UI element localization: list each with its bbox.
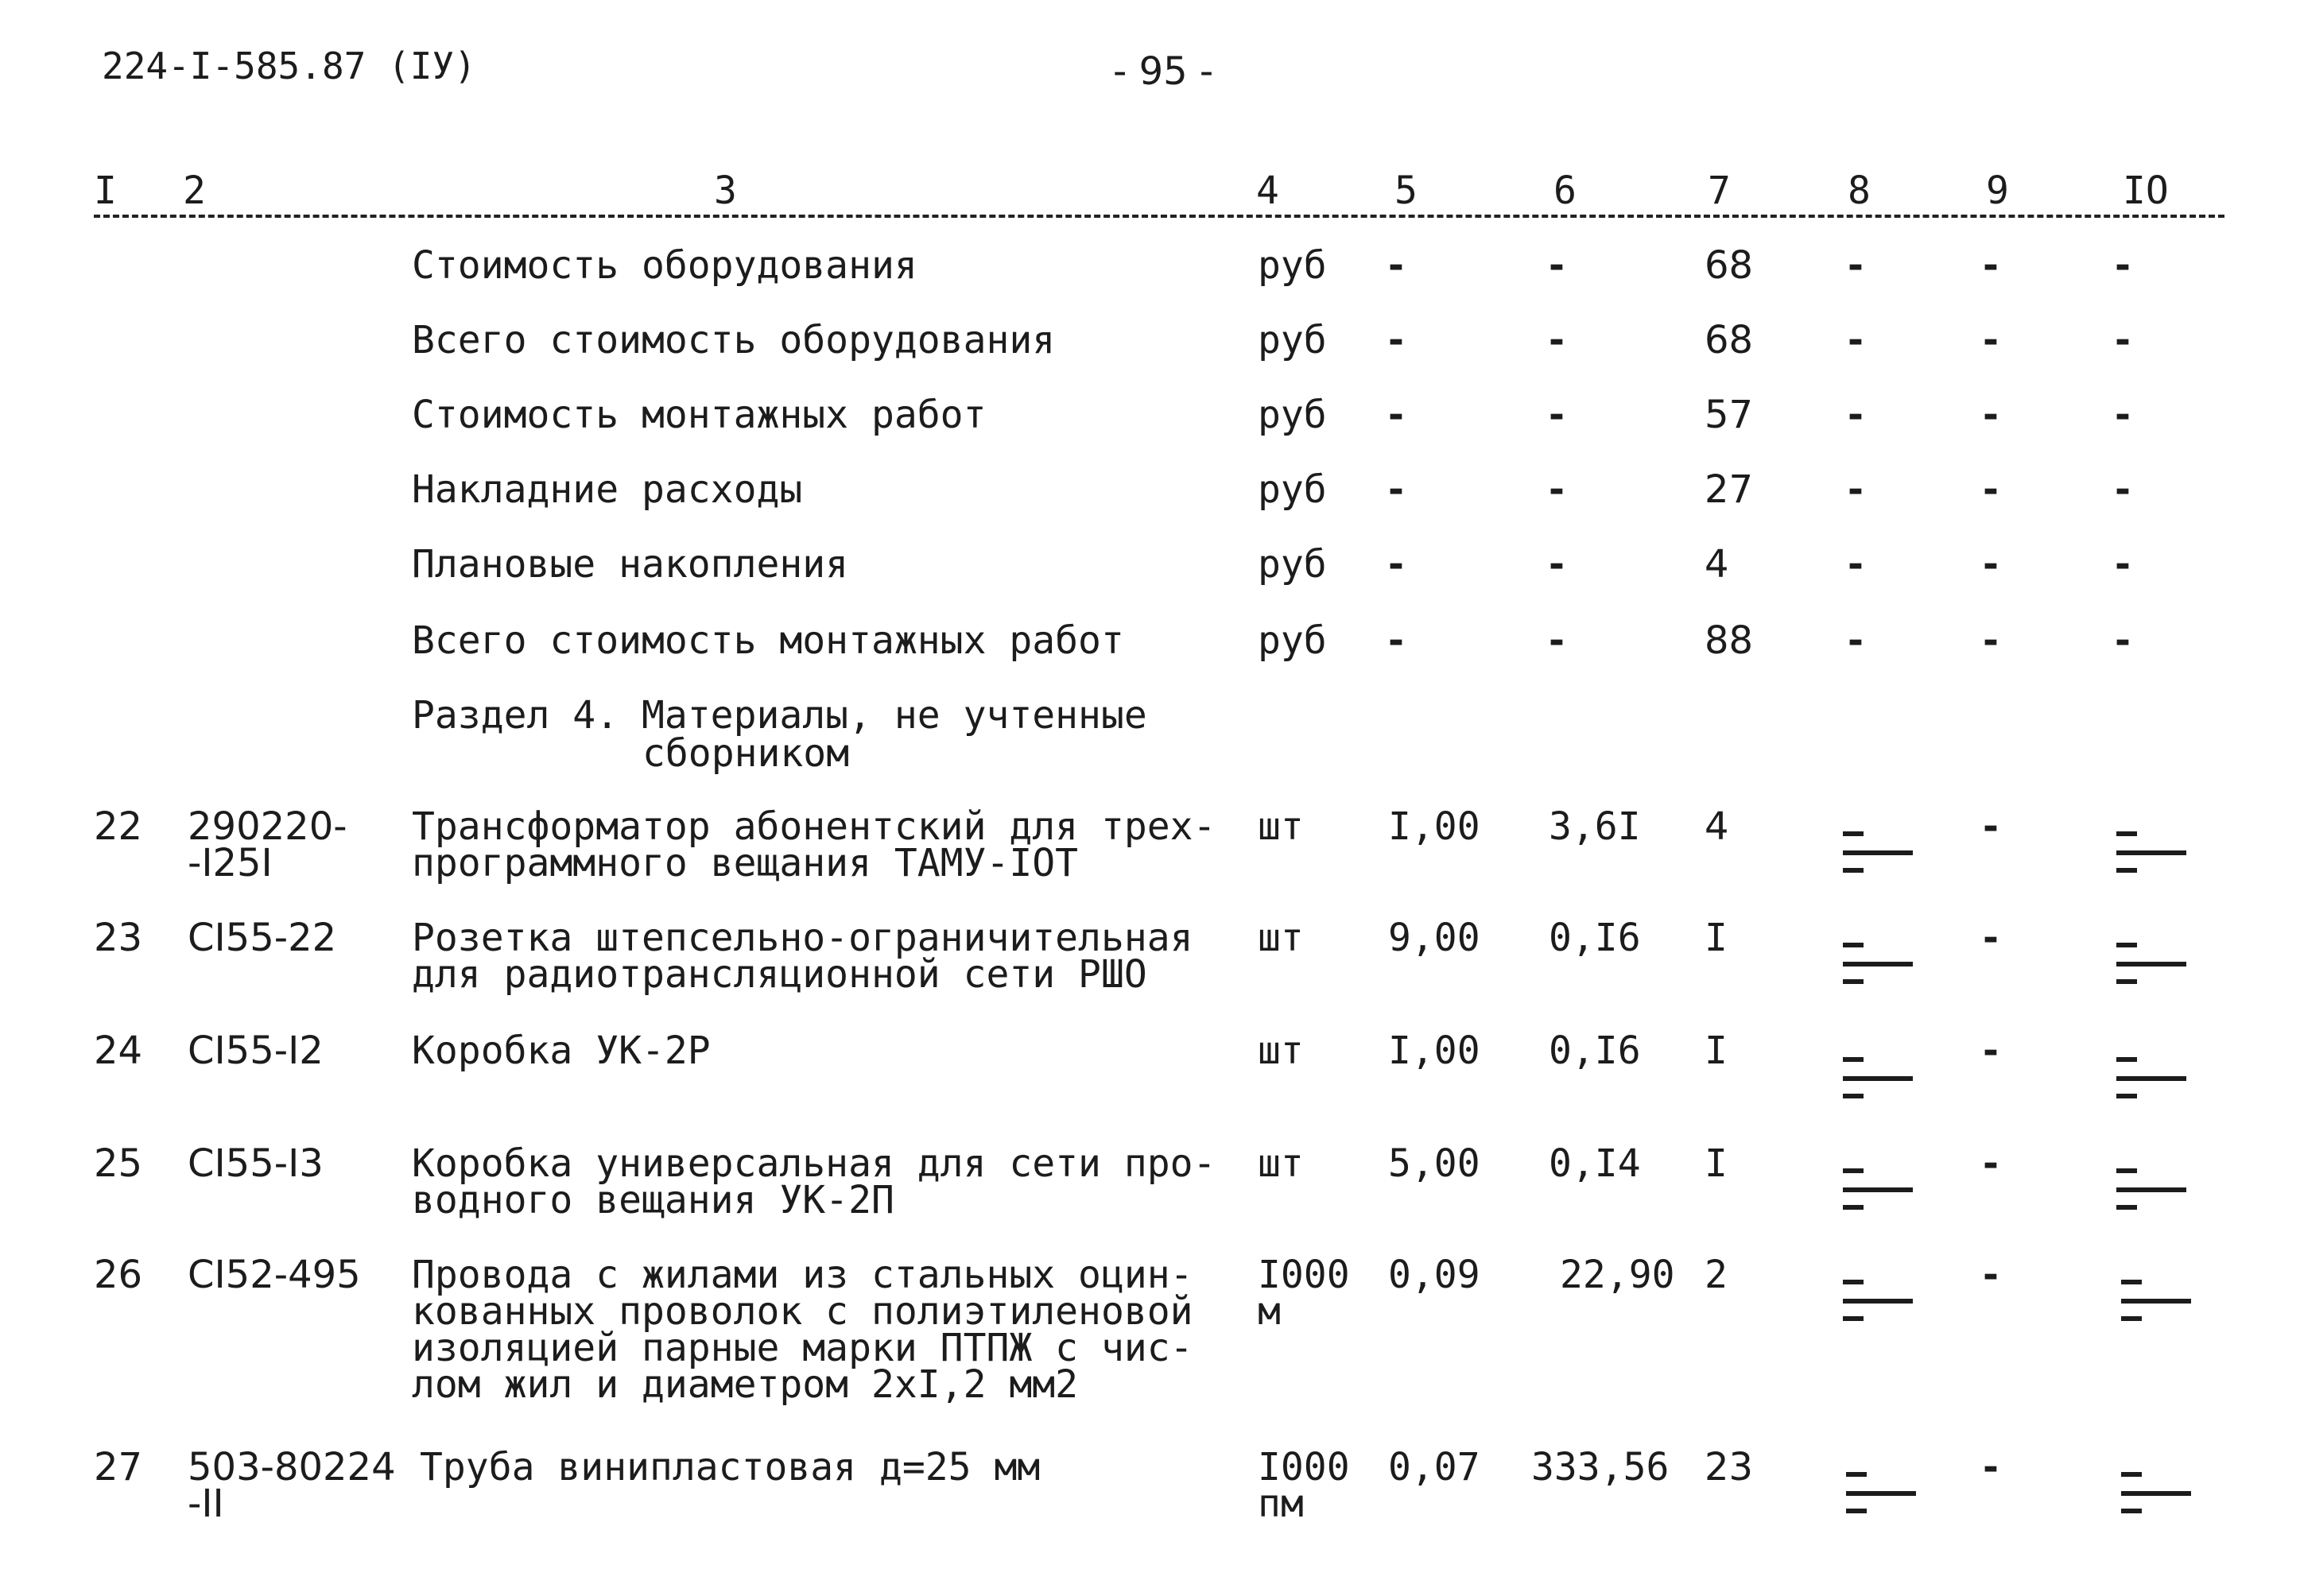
row-col8: - <box>1848 467 1864 512</box>
row-col8: - <box>1848 393 1864 437</box>
row-col5: - <box>1388 393 1404 437</box>
row-unit: руб <box>1258 243 1327 288</box>
ditto-mark <box>1843 1162 1914 1218</box>
row-col6: - <box>1549 467 1565 512</box>
row-col6: - <box>1549 542 1565 587</box>
row-unit: руб <box>1258 318 1327 362</box>
column-header-1: I <box>94 169 117 213</box>
row-name: Накладние расходы <box>412 467 803 512</box>
column-header-2: 2 <box>183 169 206 213</box>
row-unit: шт <box>1258 1141 1304 1186</box>
row-col7: 57 <box>1705 393 1754 437</box>
row-name: Трансформатор абонентский для трех- <box>412 804 1216 849</box>
row-total: I <box>1705 916 1728 960</box>
row-unit: шт <box>1258 916 1304 960</box>
row-code: 290220- <box>188 804 347 849</box>
ditto-mark <box>2121 1466 2193 1521</box>
row-number: 23 <box>94 916 143 960</box>
document-code: 224-I-585.87 (IУ) <box>102 45 476 87</box>
row-unit: I000 <box>1258 1253 1350 1297</box>
row-name-cont: водного вещания УК-2П <box>412 1178 894 1222</box>
row-price: 0,I6 <box>1549 916 1641 960</box>
row-number: 27 <box>94 1445 143 1489</box>
row-unit: шт <box>1258 1028 1304 1073</box>
row-name: Провода с жилами из стальных оцин- <box>412 1253 1193 1297</box>
row-col5: - <box>1388 318 1404 362</box>
row-col5: - <box>1388 243 1404 288</box>
row-col6: - <box>1549 243 1565 288</box>
ditto-mark <box>1843 1273 1914 1329</box>
row-name: Розетка штепсельно-ограничительная <box>412 916 1193 960</box>
row-name: Всего стоимость оборудования <box>412 318 1056 362</box>
row-col8: - <box>1848 243 1864 288</box>
row-unit: руб <box>1258 618 1327 663</box>
row-unit: руб <box>1258 467 1327 512</box>
ditto-mark <box>1843 1051 1914 1106</box>
row-name-cont: изоляцией парные марки ПТПЖ с чис- <box>412 1326 1193 1370</box>
row-col7: 27 <box>1705 467 1754 512</box>
ditto-mark <box>2116 1051 2188 1106</box>
header-rule <box>94 215 2224 218</box>
row-price: 0,I6 <box>1549 1028 1641 1073</box>
ditto-mark <box>1846 1466 1918 1521</box>
row-col10: - <box>2115 618 2131 663</box>
row-number: 25 <box>94 1141 143 1186</box>
page-number: - 95 - <box>1113 49 1214 94</box>
row-name: Стоимость оборудования <box>412 243 917 288</box>
row-code-cont: -I25I <box>188 841 273 885</box>
row-price: 22,90 <box>1560 1253 1675 1297</box>
row-name-cont: для радиотрансляционной сети РШО <box>412 952 1147 997</box>
row-col9: - <box>1983 467 1999 512</box>
row-qty: I,00 <box>1388 804 1480 849</box>
row-name-cont: лом жил и диаметром 2хI,2 мм2 <box>412 1362 1079 1407</box>
row-col9: - <box>1983 1141 1999 1186</box>
row-col9: - <box>1983 916 1999 960</box>
row-qty: 9,00 <box>1388 916 1480 960</box>
row-col9: - <box>1983 318 1999 362</box>
row-col5: - <box>1388 542 1404 587</box>
row-col8: - <box>1848 618 1864 663</box>
section-title-line2: сборником <box>642 731 850 776</box>
row-col9: - <box>1983 542 1999 587</box>
row-col9: - <box>1983 804 1999 849</box>
row-total: 23 <box>1705 1445 1754 1489</box>
row-total: I <box>1705 1028 1728 1073</box>
row-name-cont: кованных проволок с полиэтиленовой <box>412 1289 1193 1334</box>
table-header <box>94 169 2224 216</box>
row-name: Всего стоимость монтажных работ <box>412 618 1124 663</box>
row-unit: руб <box>1258 393 1327 437</box>
row-col7: 68 <box>1705 243 1754 288</box>
row-col10: - <box>2115 393 2131 437</box>
row-col5: - <box>1388 467 1404 512</box>
row-col9: - <box>1983 243 1999 288</box>
row-name: Стоимость монтажных работ <box>412 393 987 437</box>
section-title-line1: Раздел 4. Материалы, не учтенные <box>412 693 1147 738</box>
row-code: CI55-I2 <box>188 1028 324 1073</box>
row-col9: - <box>1983 1445 1999 1489</box>
row-col10: - <box>2115 467 2131 512</box>
row-name: Коробка УК-2Р <box>412 1028 711 1073</box>
row-price: 0,I4 <box>1549 1141 1641 1186</box>
row-unit: шт <box>1258 804 1304 849</box>
row-col7: 88 <box>1705 618 1754 663</box>
column-header-3: 3 <box>714 169 737 213</box>
row-col9: - <box>1983 618 1999 663</box>
row-name-cont: программного вещания ТАМУ-IOТ <box>412 841 1079 885</box>
row-qty: 5,00 <box>1388 1141 1480 1186</box>
row-total: 2 <box>1705 1253 1728 1297</box>
ditto-mark <box>2121 1273 2193 1329</box>
column-header-6: 6 <box>1553 169 1577 213</box>
row-col6: - <box>1549 393 1565 437</box>
ditto-mark <box>1843 936 1914 992</box>
row-code-cont: -II <box>188 1482 224 1526</box>
row-number: 22 <box>94 804 143 849</box>
ditto-mark <box>2116 936 2188 992</box>
column-header-9: 9 <box>1986 169 2009 213</box>
ditto-mark <box>2116 825 2188 881</box>
row-col7: 4 <box>1705 542 1729 587</box>
row-qty: 0,09 <box>1388 1253 1480 1297</box>
row-col7: 68 <box>1705 318 1754 362</box>
row-col5: - <box>1388 618 1404 663</box>
column-header-10: IO <box>2123 169 2169 213</box>
row-col10: - <box>2115 318 2131 362</box>
row-col9: - <box>1983 1028 1999 1073</box>
row-col9: - <box>1983 393 1999 437</box>
row-col6: - <box>1549 318 1565 362</box>
row-col9: - <box>1983 1253 1999 1297</box>
row-code: CI52-495 <box>188 1253 361 1297</box>
row-col8: - <box>1848 542 1864 587</box>
row-unit: руб <box>1258 542 1327 587</box>
row-name: Коробка универсальная для сети про- <box>412 1141 1216 1186</box>
row-code: 503-80224 <box>188 1445 396 1489</box>
row-total: 4 <box>1705 804 1729 849</box>
row-name: Труба винипластовая д=25 мм <box>420 1445 1041 1489</box>
row-price: 333,56 <box>1531 1445 1670 1489</box>
column-header-8: 8 <box>1848 169 1871 213</box>
row-code: CI55-I3 <box>188 1141 324 1186</box>
row-unit-cont: м <box>1258 1289 1281 1334</box>
row-name: Плановые накопления <box>412 542 849 587</box>
row-col10: - <box>2115 542 2131 587</box>
row-col10: - <box>2115 243 2131 288</box>
row-code: CI55-22 <box>188 916 337 960</box>
row-total: I <box>1705 1141 1728 1186</box>
row-qty: I,00 <box>1388 1028 1480 1073</box>
row-price: 3,6I <box>1549 804 1641 849</box>
row-unit-cont: пм <box>1258 1482 1304 1526</box>
row-unit: I000 <box>1258 1445 1350 1489</box>
row-col8: - <box>1848 318 1864 362</box>
row-number: 24 <box>94 1028 143 1073</box>
column-header-5: 5 <box>1394 169 1418 213</box>
row-number: 26 <box>94 1253 143 1297</box>
ditto-mark <box>1843 825 1914 881</box>
ditto-mark <box>2116 1162 2188 1218</box>
column-header-7: 7 <box>1708 169 1731 213</box>
row-qty: 0,07 <box>1388 1445 1480 1489</box>
row-col6: - <box>1549 618 1565 663</box>
column-header-4: 4 <box>1256 169 1279 213</box>
